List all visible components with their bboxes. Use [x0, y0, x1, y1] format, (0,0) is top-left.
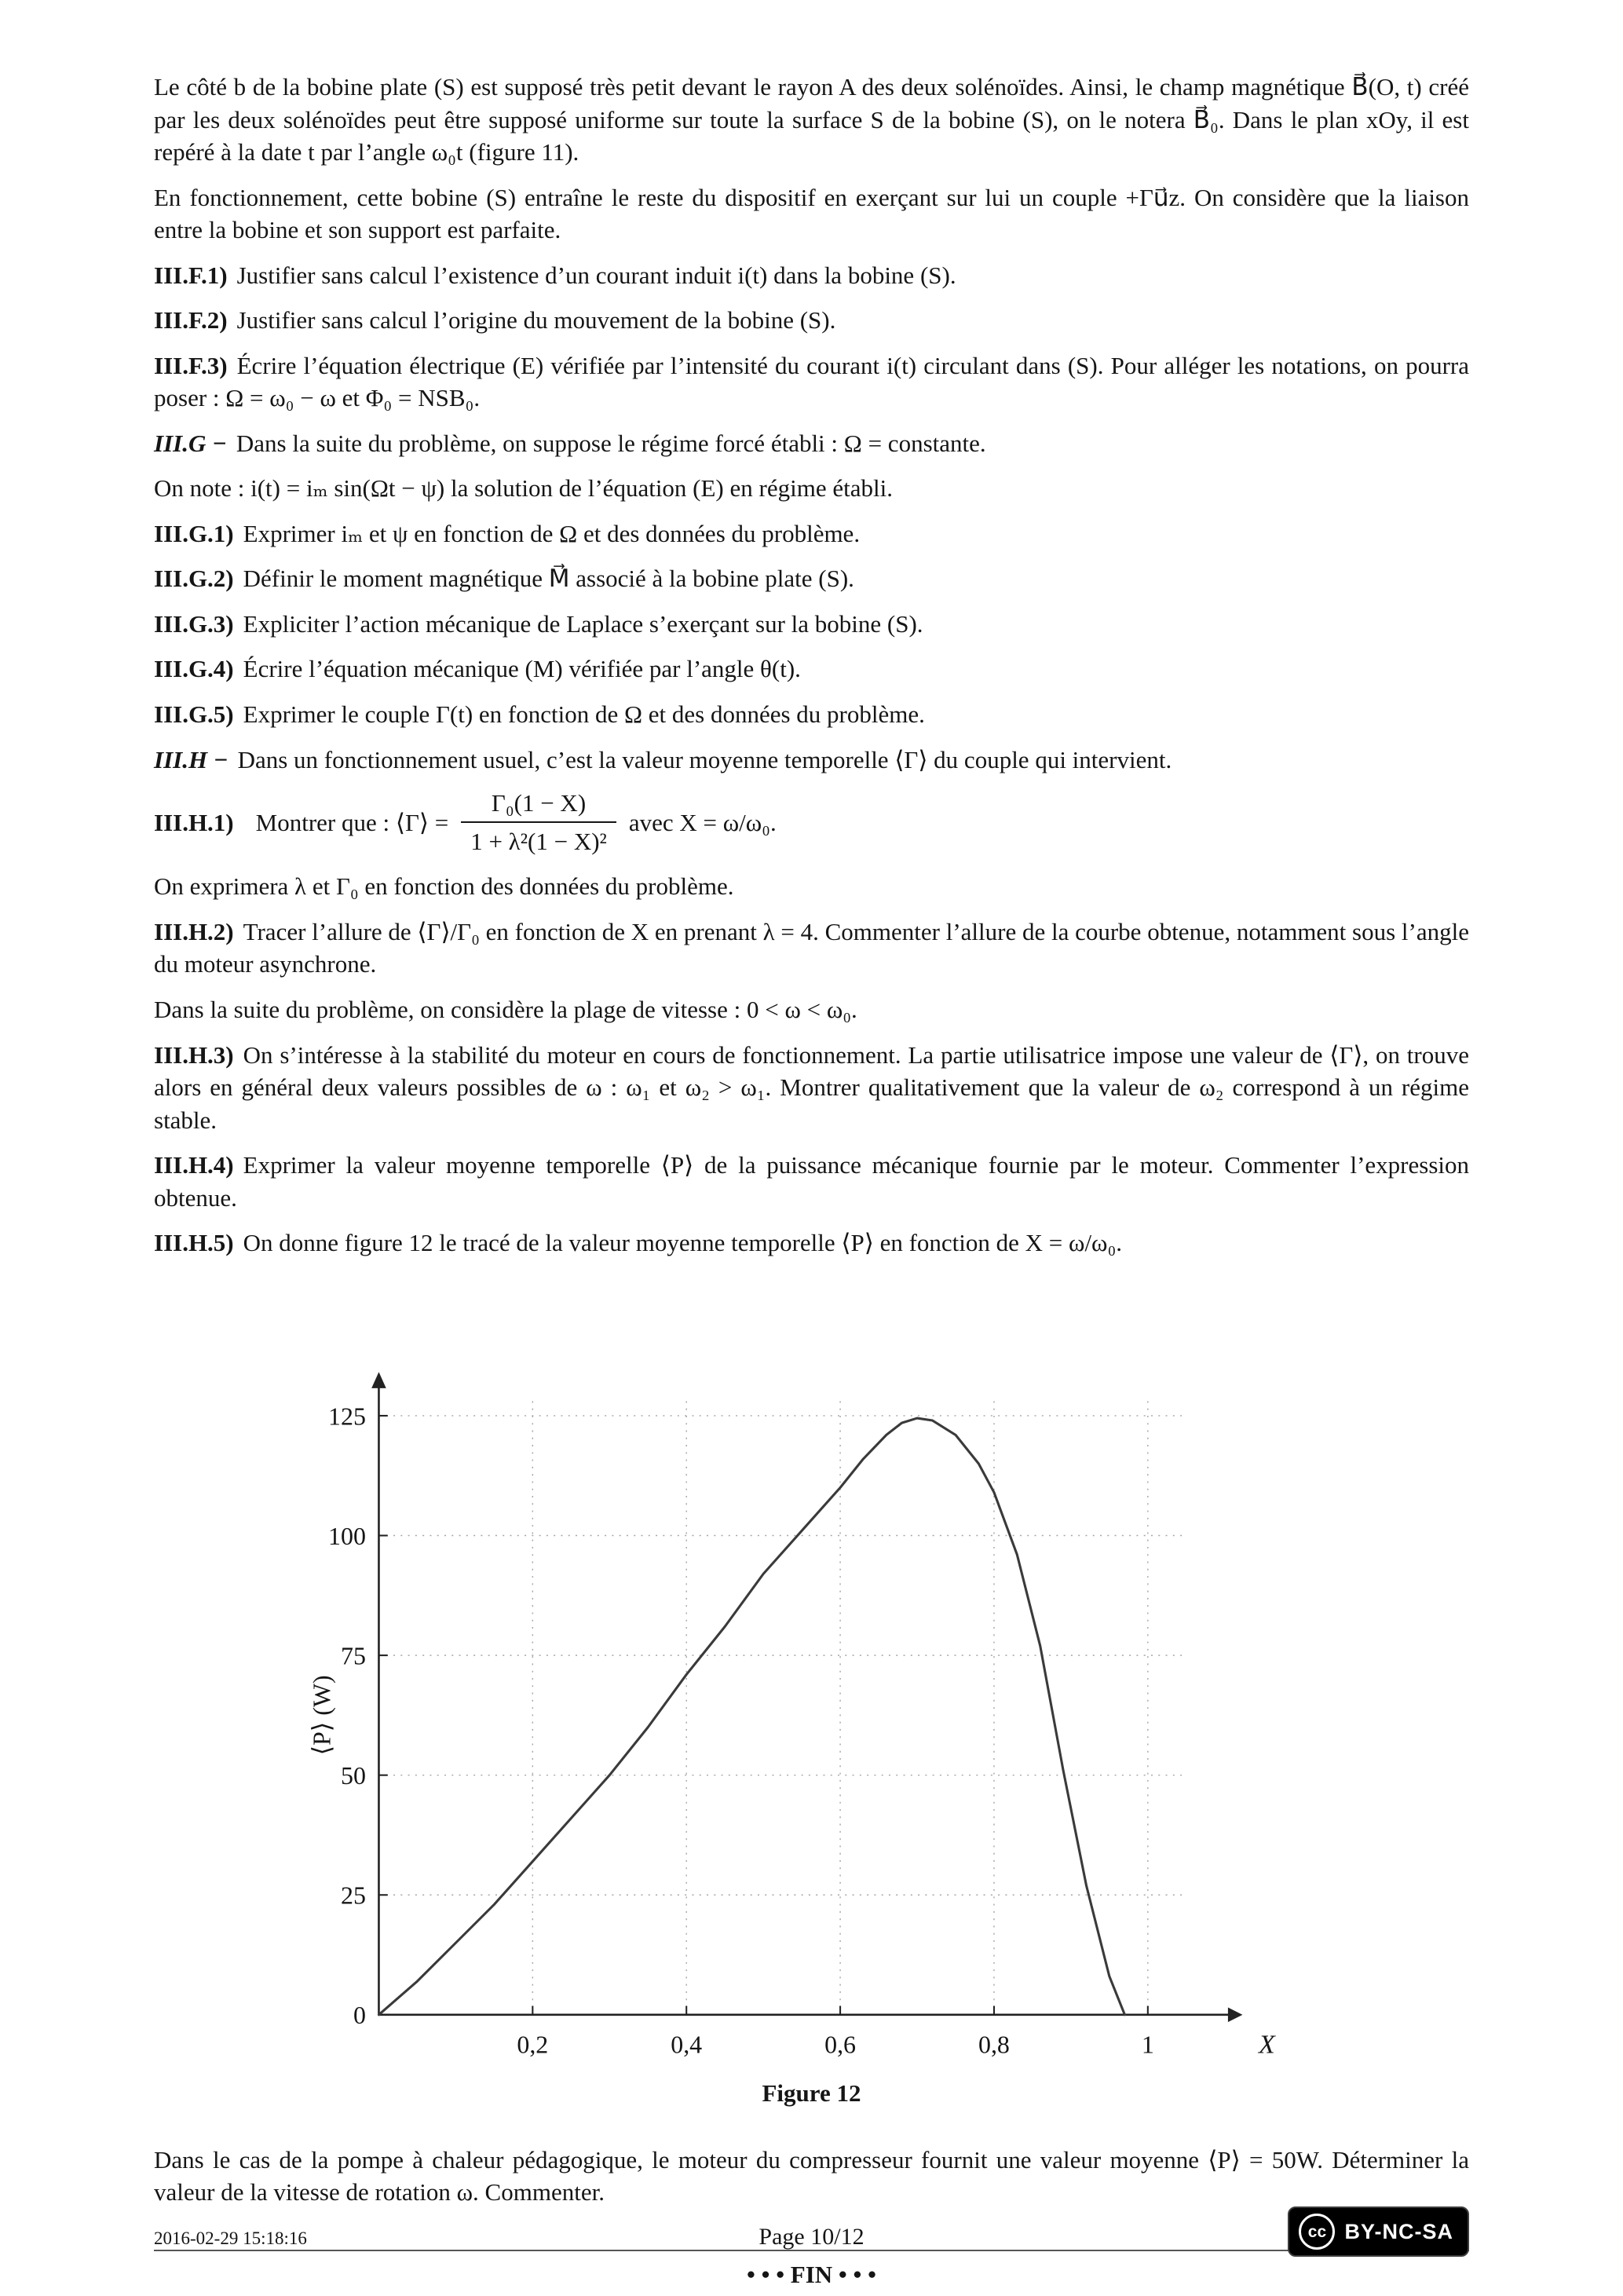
- question-iii-h-2: [154, 916, 1469, 981]
- question-text: Définir le moment magnétique M⃗ associé à la bobine plate (S).: [243, 565, 854, 593]
- svg-text:0,8: 0,8: [978, 2031, 1010, 2059]
- svg-text:⟨P⟩ (W): ⟨P⟩ (W): [308, 1675, 336, 1756]
- svg-text:0,4: 0,4: [670, 2031, 702, 2059]
- svg-text:50: 50: [340, 1761, 366, 1790]
- paragraph: [154, 181, 1469, 247]
- formula-prefix: Montrer que : ⟨Γ⟩ =: [255, 808, 449, 836]
- question-label: III.G.1): [154, 519, 234, 547]
- question-text: Exprimer iₘ et ψ en fonction de Ω et des données du problème.: [243, 519, 861, 547]
- paragraph: [154, 870, 1469, 903]
- question-label: III.H.2): [154, 917, 234, 945]
- question-text: Expliciter l’action mécanique de Laplace s’exerçant sur la bobine (S).: [243, 609, 923, 638]
- paragraph-text: On note : i(t) = iₘ sin(Ωt − ψ) la solution de l’équation (E) en régime établi.: [154, 474, 893, 503]
- question-text: Exprimer le couple Γ(t) en fonction de Ω et des données du problème.: [243, 700, 925, 728]
- formula-suffix: avec X = ω/ω₀.: [628, 808, 777, 836]
- paragraph-text: En fonctionnement, cette bobine (S) entraîne le reste du dispositif en exerçant sur lui un couple +Γu⃗z. On considère que la liaison entre la bobine et son support est parfaite.: [154, 183, 1469, 244]
- question-iii-g-4: [154, 653, 1469, 686]
- svg-text:0: 0: [353, 2001, 366, 2029]
- question-label: III.G.5): [154, 700, 234, 728]
- question-iii-g-3: [154, 608, 1469, 641]
- svg-text:100: 100: [327, 1522, 366, 1550]
- svg-text:125: 125: [327, 1402, 366, 1431]
- fin-text: • • • FIN • • •: [746, 2260, 876, 2288]
- question-label: III.G.2): [154, 565, 234, 593]
- question-label: III.F.3): [154, 351, 228, 379]
- svg-text:0,2: 0,2: [516, 2031, 548, 2059]
- question-label: III.F.2): [154, 306, 228, 335]
- question-label: III.F.1): [154, 261, 228, 289]
- svg-text:75: 75: [340, 1642, 366, 1670]
- cc-logo-icon: cc: [1299, 2214, 1335, 2250]
- paragraph-text: Le côté b de la bobine plate (S) est supposé très petit devant le rayon A des deux solénoïdes. Ainsi, le champ magnétique B⃗(O, t) créé par les deux solénoïdes peut être supposé uniforme sur toute la surface S de la bobine (S), on le notera B⃗₀. Dans le plan xOy, il est repéré à la date t par l’angle ω₀t (figure 11).: [154, 73, 1469, 166]
- question-label: III.H.5): [154, 1229, 234, 1257]
- question-iii-h-1-formula: [154, 788, 1469, 856]
- power-vs-x-chart: [305, 1286, 1318, 2071]
- closing-text: Dans le cas de la pompe à chaleur pédagogique, le moteur du compresseur fournit une valeur moyenne ⟨P⟩ = 50W. Déterminer la valeur de la vitesse de rotation ω. Commenter.: [154, 2145, 1469, 2206]
- question-label: III.H.3): [154, 1040, 234, 1069]
- question-label: III.H.4): [154, 1151, 234, 1179]
- svg-text:X: X: [1258, 2030, 1275, 2060]
- paragraph: [154, 472, 1469, 505]
- question-iii-h-4: [154, 1149, 1469, 1214]
- section-iii-g: [154, 427, 1469, 460]
- closing-paragraph: [154, 2144, 1469, 2209]
- paragraph: [154, 71, 1469, 169]
- svg-text:25: 25: [340, 1881, 366, 1910]
- question-iii-g-1: [154, 517, 1469, 550]
- section-label: III.H −: [154, 745, 228, 773]
- cc-license-badge: [1288, 2206, 1469, 2257]
- question-label: III.G.4): [154, 655, 234, 683]
- figure-caption: Figure 12: [762, 2078, 861, 2107]
- figure-12: [154, 1286, 1469, 2108]
- question-text: On donne figure 12 le tracé de la valeur moyenne temporelle ⟨P⟩ en fonction de X = ω/ω₀.: [243, 1229, 1123, 1257]
- question-text: Écrire l’équation électrique (E) vérifiée par l’intensité du courant i(t) circulant dans (S). Pour alléger les notations, on pourra poser : Ω = ω₀ − ω et Φ₀ = NSB₀.: [154, 351, 1469, 412]
- question-iii-g-5: [154, 698, 1469, 731]
- fraction-denominator: 1 + λ²(1 − X)²: [470, 828, 607, 856]
- question-text: Écrire l’équation mécanique (M) vérifiée par l’angle θ(t).: [243, 655, 801, 683]
- svg-text:0,6: 0,6: [824, 2031, 856, 2059]
- question-iii-h-5: [154, 1227, 1469, 1260]
- paragraph: [154, 993, 1469, 1026]
- question-text: Exprimer la valeur moyenne temporelle ⟨P⟩ de la puissance mécanique fournie par le moteur. Commenter l’expression obtenue.: [154, 1151, 1469, 1212]
- question-text: Justifier sans calcul l’origine du mouvement de la bobine (S).: [236, 306, 836, 335]
- section-text: Dans un fonctionnement usuel, c’est la valeur moyenne temporelle ⟨Γ⟩ du couple qui intervient.: [237, 745, 1172, 773]
- question-text: Tracer l’allure de ⟨Γ⟩/Γ₀ en fonction de X en prenant λ = 4. Commenter l’allure de la courbe obtenue, notamment sous l’angle du moteur asynchrone.: [154, 917, 1469, 978]
- question-text: On s’intéresse à la stabilité du moteur en cours de fonctionnement. La partie utilisatrice impose une valeur de ⟨Γ⟩, on trouve alors en général deux valeurs possibles de ω : ω₁ et ω₂ > ω₁. Montrer qualitativement que la valeur de ω₂ correspond à un régime stable.: [154, 1040, 1469, 1134]
- question-iii-f-2: [154, 304, 1469, 337]
- svg-text:1: 1: [1141, 2031, 1154, 2059]
- cc-license-label: BY-NC-SA: [1344, 2219, 1453, 2243]
- question-label: III.G.3): [154, 609, 234, 638]
- question-iii-h-3: [154, 1039, 1469, 1137]
- question-label: III.H.1): [154, 808, 234, 836]
- section-iii-h: [154, 744, 1469, 777]
- formula-fraction: [461, 788, 616, 856]
- paragraph-text: On exprimera λ et Γ₀ en fonction des données du problème.: [154, 872, 734, 901]
- question-iii-f-3: [154, 349, 1469, 415]
- question-text: Justifier sans calcul l’existence d’un courant induit i(t) dans la bobine (S).: [236, 261, 956, 289]
- section-label: III.G −: [154, 429, 227, 457]
- page-footer: [154, 2205, 1469, 2260]
- fraction-numerator: Γ₀(1 − X): [461, 788, 616, 823]
- generation-timestamp: 2016-02-29 15:18:16: [154, 2228, 307, 2248]
- page-number: Page 10/12: [758, 2224, 865, 2250]
- question-iii-g-2: [154, 562, 1469, 595]
- paragraph-text: Dans la suite du problème, on considère la plage de vitesse : 0 < ω < ω₀.: [154, 996, 857, 1023]
- section-text: Dans la suite du problème, on suppose le régime forcé établi : Ω = constante.: [236, 429, 986, 457]
- question-iii-f-1: [154, 259, 1469, 292]
